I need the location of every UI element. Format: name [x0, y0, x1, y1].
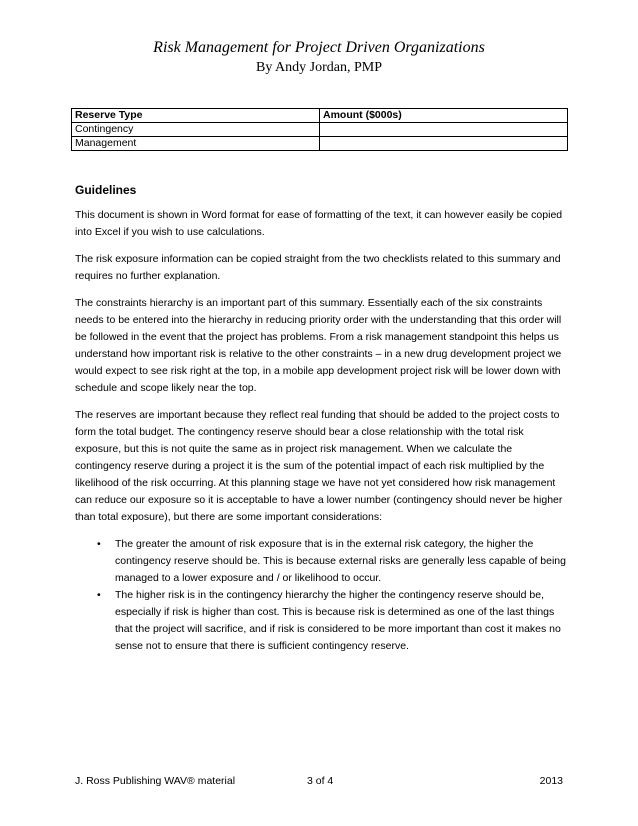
document-author: By Andy Jordan, PMP: [255, 60, 383, 75]
table-row: [72, 123, 568, 137]
cell-reserve-type: Management: [72, 137, 320, 151]
bullet-icon: •: [97, 589, 101, 601]
guidelines-paragraph: The constraints hierarchy is an important part of this summary. Essentially each of the six constraints needs to be entered into the hierarchy in reducing priority order with the understanding that this order will be followed in the event that the project has problems. From a risk management standpoint this helps us understand how important risk is relative to the other constraints – in a new drug development project we would expect to see risk right at the top, in a mobile app development project risk will be lower down with schedule and scope likely near the top.: [75, 297, 562, 394]
footer-year: 2013: [539, 775, 563, 787]
cell-amount[interactable]: [320, 137, 568, 151]
table-row: [72, 137, 568, 151]
guidelines-paragraph: The reserves are important because they reflect real funding that should be added to the project costs to form the total budget. The contingency reserve should bear a close relationship with the total risk exposure, but this is not quite the same as in project risk management. When we calculate the contingency reserve during a project it is the sum of the potential impact of each risk multiplied by the likelihood of the risk occurring. At this planning stage we have not yet considered how risk management can reduce our exposure so it is acceptable to have a lower number (contingency should never be higher than total exposure), but there are some important considerations:: [75, 409, 563, 523]
list-item: [75, 587, 567, 655]
guidelines-paragraph: The risk exposure information can be copied straight from the two checklists related to this summary and requires no further explanation.: [75, 253, 561, 282]
footer-page-number: 3 of 4: [307, 775, 334, 787]
guidelines-section: [75, 182, 567, 655]
footer-publisher: J. Ross Publishing WAV® material: [75, 775, 236, 787]
document-title: Risk Management for Project Driven Organizations: [153, 39, 485, 56]
list-item-text: The higher risk is in the contingency hierarchy the higher the contingency reserve should be, especially if risk is higher than cost. This is because risk is determined as one of the last things that the project will sacrifice, and if risk is considered to be more important than cost it makes no sense not to ensure that there is sufficient contingency reserve.: [115, 589, 561, 652]
guidelines-paragraph: This document is shown in Word format for ease of formatting of the text, it can however easily be copied into Excel if you wish to use calculations.: [75, 209, 563, 238]
considerations-list: [75, 536, 567, 655]
reserve-table: [71, 108, 568, 151]
list-item: [75, 536, 567, 587]
bullet-icon: •: [97, 538, 101, 550]
cell-reserve-type: Contingency: [72, 123, 320, 137]
guidelines-heading: Guidelines: [75, 183, 137, 197]
list-item-text: The greater the amount of risk exposure that is in the external risk category, the higher the contingency reserve should be. This is because external risks are generally less capable of being managed to a lower exposure and / or likelihood to occur.: [115, 538, 566, 584]
cell-amount[interactable]: [320, 123, 568, 137]
header-amount: Amount ($000s): [320, 109, 568, 123]
header-reserve-type: Reserve Type: [72, 109, 320, 123]
table-header-row: [72, 109, 568, 123]
document-header: [0, 38, 638, 77]
